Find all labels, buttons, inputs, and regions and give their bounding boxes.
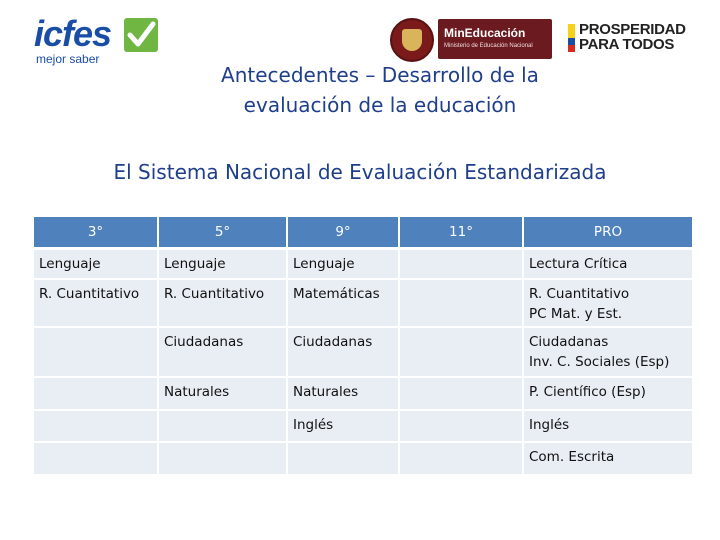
- table-cell-r6-c2: [288, 443, 398, 474]
- icfes-wordmark: icfes: [34, 13, 112, 54]
- coat-of-arms-icon: [390, 18, 434, 62]
- table-cell-r5-c2: Inglés: [288, 411, 398, 441]
- column-header-pro: PRO: [524, 217, 692, 247]
- prosperidad-line1: PROSPERIDAD: [579, 21, 686, 38]
- table-cell-r1-c0: Lenguaje: [34, 250, 157, 278]
- table-cell-r6-c3: [400, 443, 522, 474]
- table-cell-r4-c0: [34, 378, 157, 409]
- table-cell-r2-c1: R. Cuantitativo: [159, 280, 286, 326]
- table-cell-r5-c3: [400, 411, 522, 441]
- slide-title-line2: evaluación de la educación: [243, 93, 517, 117]
- column-header-3: 3°: [34, 217, 157, 247]
- table-cell-r2-c0: R. Cuantitativo: [34, 280, 157, 326]
- colombia-flag-icon: [568, 24, 575, 52]
- table-cell-r6-c1: [159, 443, 286, 474]
- table-cell-r3-c4: Ciudadanas Inv. C. Sociales (Esp): [524, 328, 692, 376]
- table-cell-r3-c3: [400, 328, 522, 376]
- table-cell-r4-c2: Naturales: [288, 378, 398, 409]
- table-cell-r1-c3: [400, 250, 522, 278]
- prosperidad-line2: PARA TODOS: [579, 36, 675, 53]
- table-cell-r1-c1: Lenguaje: [159, 250, 286, 278]
- column-header-9: 9°: [288, 217, 398, 247]
- table-cell-r4-c1: Naturales: [159, 378, 286, 409]
- table-cell-r5-c0: [34, 411, 157, 441]
- mineducacion-name: MinEducación: [444, 26, 526, 40]
- icfes-logo: [32, 14, 158, 66]
- table-cell-r2-c2: Matemáticas: [288, 280, 398, 326]
- table-cell-r5-c1: [159, 411, 286, 441]
- table-cell-r1-c2: Lenguaje: [288, 250, 398, 278]
- column-header-11: 11°: [400, 217, 522, 247]
- table-cell-r6-c0: [34, 443, 157, 474]
- table-cell-r4-c3: [400, 378, 522, 409]
- table-cell-r6-c4: Com. Escrita: [524, 443, 692, 474]
- table-cell-r2-c4: R. Cuantitativo PC Mat. y Est.: [524, 280, 692, 326]
- table-cell-r3-c1: Ciudadanas: [159, 328, 286, 376]
- column-header-5: 5°: [159, 217, 286, 247]
- checkmark-icon: [124, 18, 158, 52]
- icfes-tagline: mejor saber: [36, 52, 100, 66]
- table-cell-r3-c0: [34, 328, 157, 376]
- prosperidad-logo: [568, 22, 692, 56]
- table-cell-r3-c2: Ciudadanas: [288, 328, 398, 376]
- table-cell-r2-c3: [400, 280, 522, 326]
- table-cell-r5-c4: Inglés: [524, 411, 692, 441]
- slide-title-line1: Antecedentes – Desarrollo de la: [221, 63, 539, 87]
- slide-subtitle: El Sistema Nacional de Evaluación Estandarizada: [113, 160, 607, 184]
- slide-title: [170, 60, 590, 120]
- table-cell-r1-c4: Lectura Crítica: [524, 250, 692, 278]
- mineducacion-subtitle: Ministerio de Educación Nacional: [444, 43, 533, 49]
- table-cell-r4-c4: P. Científico (Esp): [524, 378, 692, 409]
- mineducacion-logo: [438, 19, 552, 59]
